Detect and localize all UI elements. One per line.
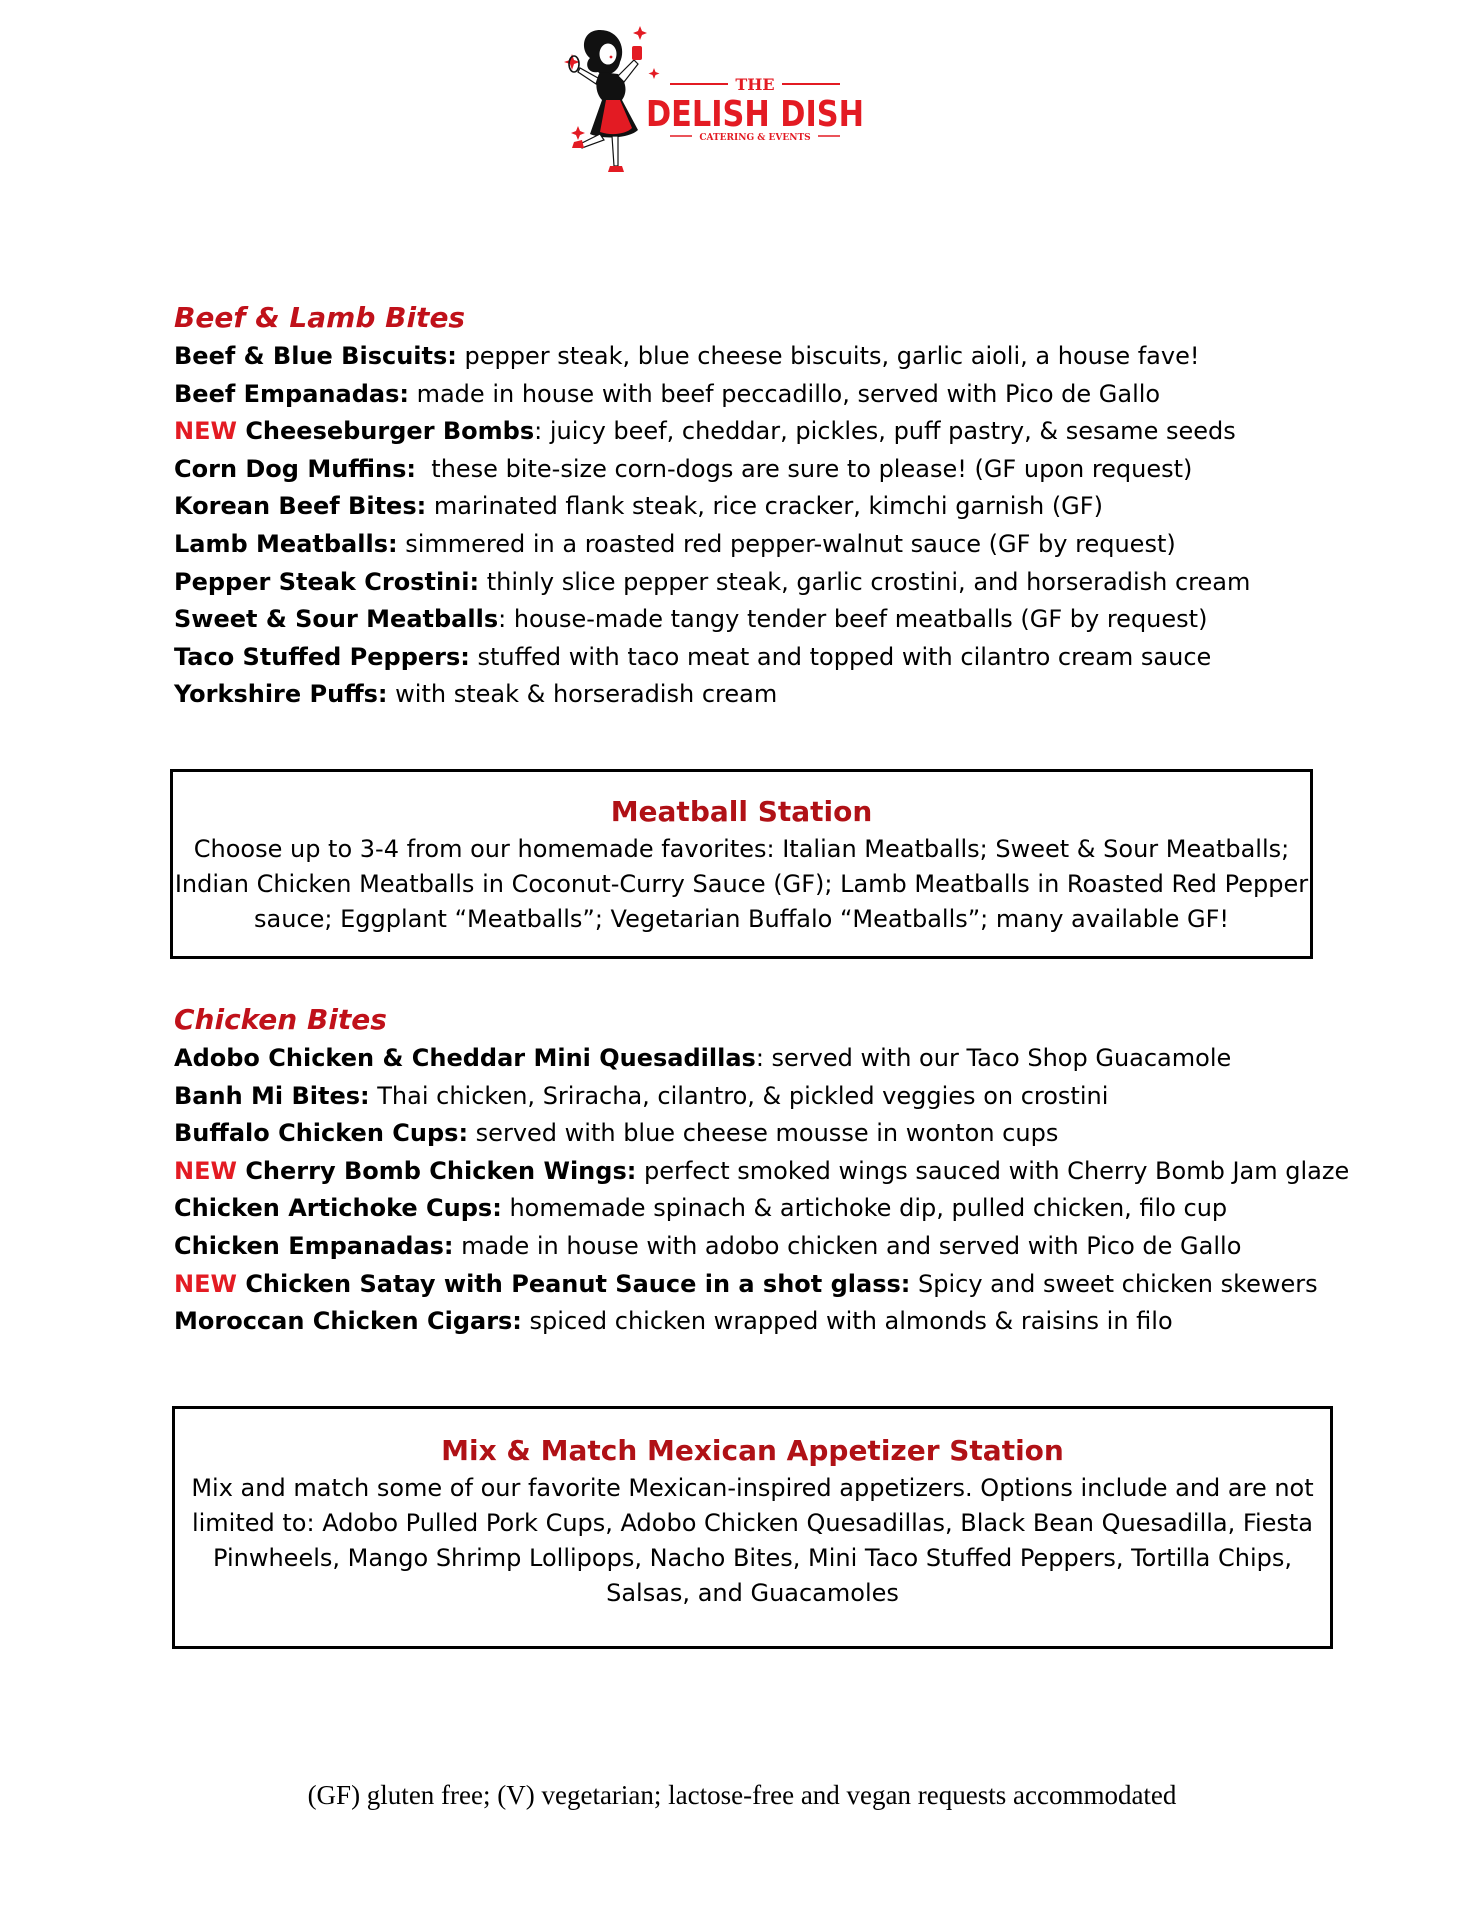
menu-item: [174, 451, 1324, 489]
menu-item-name: Sweet & Sour Meatballs: [174, 605, 499, 634]
beef-lamb-list: [174, 338, 1324, 714]
mexican-station-title: Mix & Match Mexican Appetizer Station: [441, 1434, 1064, 1467]
menu-item-name: Pepper Steak Crostini:: [174, 567, 480, 596]
menu-item: [174, 1153, 1350, 1191]
menu-item-description: Thai chicken, Sriracha, cilantro, & pickled veggies on crostini: [369, 1081, 1109, 1110]
chicken-list: [174, 1040, 1350, 1341]
mexican-station-box: [172, 1406, 1333, 1649]
menu-item-description: : juicy beef, cheddar, pickles, puff pastry, & sesame seeds: [534, 417, 1236, 446]
menu-item: [174, 1303, 1324, 1341]
menu-item-description: : served with our Taco Shop Guacamole: [755, 1044, 1232, 1072]
menu-item: [174, 526, 1324, 564]
menu-item-description: spiced chicken wrapped with almonds & raisins in filo: [521, 1307, 1173, 1336]
menu-item-description: served with blue cheese mousse in wonton cups: [468, 1119, 1059, 1148]
menu-item-name: Lamb Meatballs:: [174, 529, 398, 558]
menu-item-name: Corn Dog Muffins:: [174, 454, 417, 483]
new-badge: NEW: [174, 417, 246, 446]
menu-item-description: thinly slice pepper steak, garlic crostini, and horseradish cream: [479, 567, 1251, 596]
menu-item-name: Yorkshire Puffs:: [174, 680, 388, 709]
menu-item: [174, 601, 1324, 639]
menu-item-name: Moroccan Chicken Cigars:: [174, 1307, 522, 1336]
menu-item-name: Cheeseburger Bombs: [245, 417, 535, 446]
pinup-figure-icon: [569, 30, 642, 172]
new-badge: NEW: [174, 1156, 246, 1185]
logo-name: DELISH DISH: [646, 94, 864, 135]
menu-item-name: Buffalo Chicken Cups:: [174, 1119, 469, 1148]
logo-the: THE: [735, 75, 775, 94]
section-title-beef-lamb: Beef & Lamb Bites: [174, 301, 466, 334]
menu-item-description: with steak & horseradish cream: [387, 680, 778, 709]
mexican-station-line: Mix and match some of our favorite Mexican-inspired appetizers. Options include and are not: [191, 1474, 1314, 1502]
menu-item: [174, 413, 1324, 451]
menu-item: [174, 1266, 1324, 1304]
menu-item-description: these bite-size corn-dogs are sure to please! (GF upon request): [416, 454, 1193, 483]
mexican-station-line: limited to: Adobo Pulled Pork Cups, Adobo Chicken Quesadillas, Black Bean Quesadilla, Fiesta: [191, 1509, 1314, 1537]
menu-item-name: Taco Stuffed Peppers:: [174, 642, 470, 671]
menu-item: [174, 1190, 1324, 1228]
menu-item: [174, 564, 1324, 602]
meatball-station-box: [170, 769, 1313, 959]
menu-item: [174, 1078, 1324, 1116]
menu-item-description: : house-made tangy tender beef meatballs (GF by request): [498, 605, 1208, 634]
menu-item: [174, 488, 1324, 526]
meatball-station-line: sauce; Eggplant “Meatballs”; Vegetarian Buffalo “Meatballs”; many available GF!: [253, 905, 1230, 933]
beef-lamb-section: [174, 298, 1324, 714]
menu-item: [174, 676, 1324, 714]
menu-item: [174, 1115, 1324, 1153]
menu-item: [174, 1040, 1324, 1078]
menu-item-name: Beef Empanadas:: [174, 379, 409, 408]
menu-item-description: marinated flank steak, rice cracker, kimchi garnish (GF): [426, 492, 1103, 521]
menu-item: [174, 376, 1324, 414]
menu-item-description: made in house with beef peccadillo, served with Pico de Gallo: [408, 379, 1161, 408]
menu-item-description: stuffed with taco meat and topped with cilantro cream sauce: [469, 642, 1212, 671]
menu-item: [174, 1228, 1324, 1266]
meatball-station-line: Choose up to 3-4 from our homemade favorites: Italian Meatballs; Sweet & Sour Meatballs;: [193, 835, 1290, 863]
mexican-station-line: Salsas, and Guacamoles: [606, 1579, 899, 1607]
menu-item-description: perfect smoked wings sauced with Cherry Bomb Jam glaze: [636, 1156, 1350, 1185]
menu-item-description: Spicy and sweet chicken skewers: [910, 1269, 1318, 1298]
menu-item-name: Chicken Artichoke Cups:: [174, 1194, 502, 1223]
delish-dish-logo: [560, 16, 890, 196]
menu-item-description: made in house with adobo chicken and served with Pico de Gallo: [453, 1231, 1242, 1260]
menu-item-name: Chicken Empanadas:: [174, 1231, 454, 1260]
menu-item-description: pepper steak, blue cheese biscuits, garlic aioli, a house fave!: [456, 342, 1200, 370]
menu-item-name: Chicken Satay with Peanut Sauce in a shot glass:: [245, 1269, 911, 1298]
menu-item-description: simmered in a roasted red pepper-walnut sauce (GF by request): [397, 529, 1176, 558]
section-title-chicken: Chicken Bites: [174, 1003, 387, 1036]
meatball-station-line: Indian Chicken Meatballs in Coconut-Curry Sauce (GF); Lamb Meatballs in Roasted Red Pepper: [174, 870, 1309, 898]
mexican-station-line: Pinwheels, Mango Shrimp Lollipops, Nacho Bites, Mini Taco Stuffed Peppers, Tortilla Chips,: [213, 1544, 1292, 1572]
dietary-footnote: (GF) gluten free; (V) vegetarian; lactose-free and vegan requests accommodated: [307, 1780, 1177, 1810]
menu-item-name: Korean Beef Bites:: [174, 492, 427, 521]
menu-item-name: Beef & Blue Biscuits:: [174, 342, 457, 370]
logo-tagline: CATERING & EVENTS: [699, 133, 811, 143]
meatball-station-title: Meatball Station: [610, 795, 873, 828]
menu-item-name: Adobo Chicken & Cheddar Mini Quesadillas: [174, 1044, 756, 1072]
menu-item: [174, 338, 1324, 376]
menu-item-name: Banh Mi Bites:: [174, 1081, 370, 1110]
menu-item-description: homemade spinach & artichoke dip, pulled chicken, filo cup: [501, 1194, 1228, 1223]
menu-item: [174, 639, 1324, 677]
chicken-section: [174, 1000, 1350, 1341]
menu-item-name: Cherry Bomb Chicken Wings:: [245, 1156, 637, 1185]
new-badge: NEW: [174, 1269, 246, 1298]
